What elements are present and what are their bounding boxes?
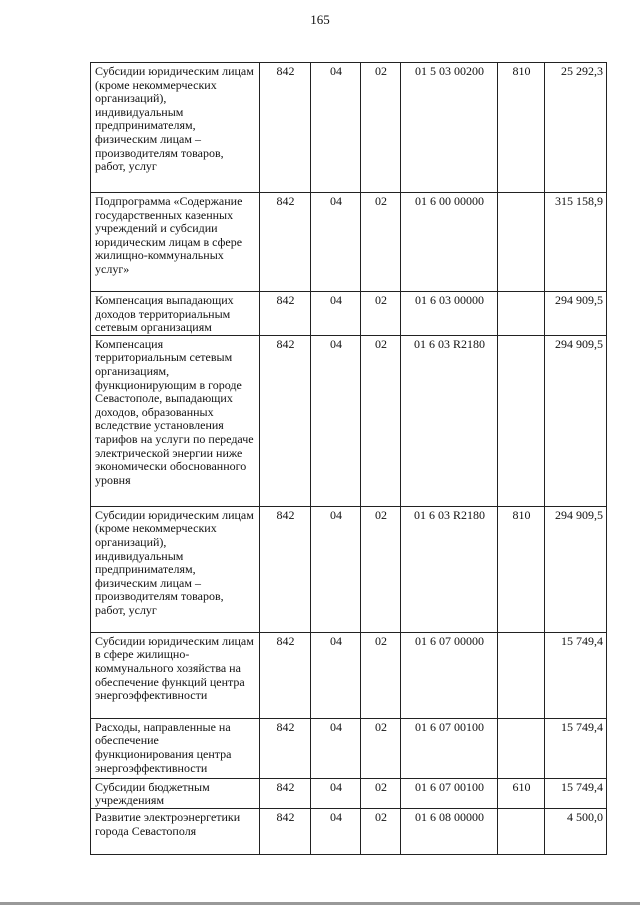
table-row: [91, 808, 607, 854]
grbs-code-cell: 842: [260, 193, 311, 292]
expense-type-cell: 810: [498, 63, 545, 193]
table-row: [91, 506, 607, 632]
row-name-cell: Подпрограмма «Содержание государственных казенных учреждений и субсидии юридическим лицам в сфере жилищно-коммунальных услуг»: [91, 193, 260, 292]
amount-cell: 294 909,5: [545, 292, 607, 336]
amount-cell: 294 909,5: [545, 335, 607, 506]
grbs-code-cell: 842: [260, 808, 311, 854]
subsection-code-cell: 02: [361, 63, 401, 193]
section-code-cell: 04: [311, 718, 361, 778]
expense-type-cell: [498, 632, 545, 718]
subsection-code-cell: 02: [361, 292, 401, 336]
row-name-cell: Компенсация выпадающих доходов территориальным сетевым организациям: [91, 292, 260, 336]
target-article-cell: 01 6 07 00000: [401, 632, 498, 718]
subsection-code-cell: 02: [361, 193, 401, 292]
amount-cell: 15 749,4: [545, 778, 607, 808]
row-name-cell: Компенсация территориальным сетевым организациям, функционирующим в городе Севастополе, выпадающих доходов, образованных вследствие установления тарифов на услуги по передаче электрической энергии ниже экономически обоснованного уровня: [91, 335, 260, 506]
amount-cell: 315 158,9: [545, 193, 607, 292]
amount-cell: 15 749,4: [545, 632, 607, 718]
grbs-code-cell: 842: [260, 335, 311, 506]
expense-type-cell: [498, 292, 545, 336]
section-code-cell: 04: [311, 506, 361, 632]
section-code-cell: 04: [311, 292, 361, 336]
amount-cell: 294 909,5: [545, 506, 607, 632]
expense-type-cell: 610: [498, 778, 545, 808]
expense-type-cell: [498, 808, 545, 854]
subsection-code-cell: 02: [361, 632, 401, 718]
grbs-code-cell: 842: [260, 506, 311, 632]
subsection-code-cell: 02: [361, 718, 401, 778]
section-code-cell: 04: [311, 632, 361, 718]
target-article-cell: 01 6 03 R2180: [401, 506, 498, 632]
section-code-cell: 04: [311, 778, 361, 808]
budget-table: [90, 62, 607, 855]
target-article-cell: 01 6 08 00000: [401, 808, 498, 854]
row-name-cell: Расходы, направленные на обеспечение функционирования центра энергоэффективности: [91, 718, 260, 778]
budget-table-body: [91, 63, 607, 855]
target-article-cell: 01 6 03 00000: [401, 292, 498, 336]
subsection-code-cell: 02: [361, 778, 401, 808]
table-row: [91, 63, 607, 193]
subsection-code-cell: 02: [361, 808, 401, 854]
expense-type-cell: [498, 718, 545, 778]
table-row: [91, 335, 607, 506]
target-article-cell: 01 5 03 00200: [401, 63, 498, 193]
subsection-code-cell: 02: [361, 335, 401, 506]
expense-type-cell: 810: [498, 506, 545, 632]
grbs-code-cell: 842: [260, 292, 311, 336]
target-article-cell: 01 6 03 R2180: [401, 335, 498, 506]
table-row: [91, 292, 607, 336]
grbs-code-cell: 842: [260, 778, 311, 808]
target-article-cell: 01 6 07 00100: [401, 718, 498, 778]
page-number: 165: [310, 12, 330, 27]
target-article-cell: 01 6 00 00000: [401, 193, 498, 292]
subsection-code-cell: 02: [361, 506, 401, 632]
table-row: [91, 778, 607, 808]
section-code-cell: 04: [311, 808, 361, 854]
table-row: [91, 718, 607, 778]
grbs-code-cell: 842: [260, 63, 311, 193]
amount-cell: 25 292,3: [545, 63, 607, 193]
target-article-cell: 01 6 07 00100: [401, 778, 498, 808]
table-row: [91, 193, 607, 292]
row-name-cell: Субсидии юридическим лицам в сфере жилищно-коммунального хозяйства на обеспечение функций центра энергоэффективности: [91, 632, 260, 718]
table-row: [91, 632, 607, 718]
section-code-cell: 04: [311, 63, 361, 193]
section-code-cell: 04: [311, 335, 361, 506]
grbs-code-cell: 842: [260, 632, 311, 718]
section-code-cell: 04: [311, 193, 361, 292]
expense-type-cell: [498, 335, 545, 506]
row-name-cell: Субсидии юридическим лицам (кроме некоммерческих организаций), индивидуальным предпринимателям, физическим лицам – производителям товаров, работ, услуг: [91, 506, 260, 632]
row-name-cell: Субсидии юридическим лицам (кроме некоммерческих организаций), индивидуальным предпринимателям, физическим лицам – производителям товаров, работ, услуг: [91, 63, 260, 193]
amount-cell: 15 749,4: [545, 718, 607, 778]
grbs-code-cell: 842: [260, 718, 311, 778]
row-name-cell: Развитие электроэнергетики города Севастополя: [91, 808, 260, 854]
expense-type-cell: [498, 193, 545, 292]
amount-cell: 4 500,0: [545, 808, 607, 854]
row-name-cell: Субсидии бюджетным учреждениям: [91, 778, 260, 808]
